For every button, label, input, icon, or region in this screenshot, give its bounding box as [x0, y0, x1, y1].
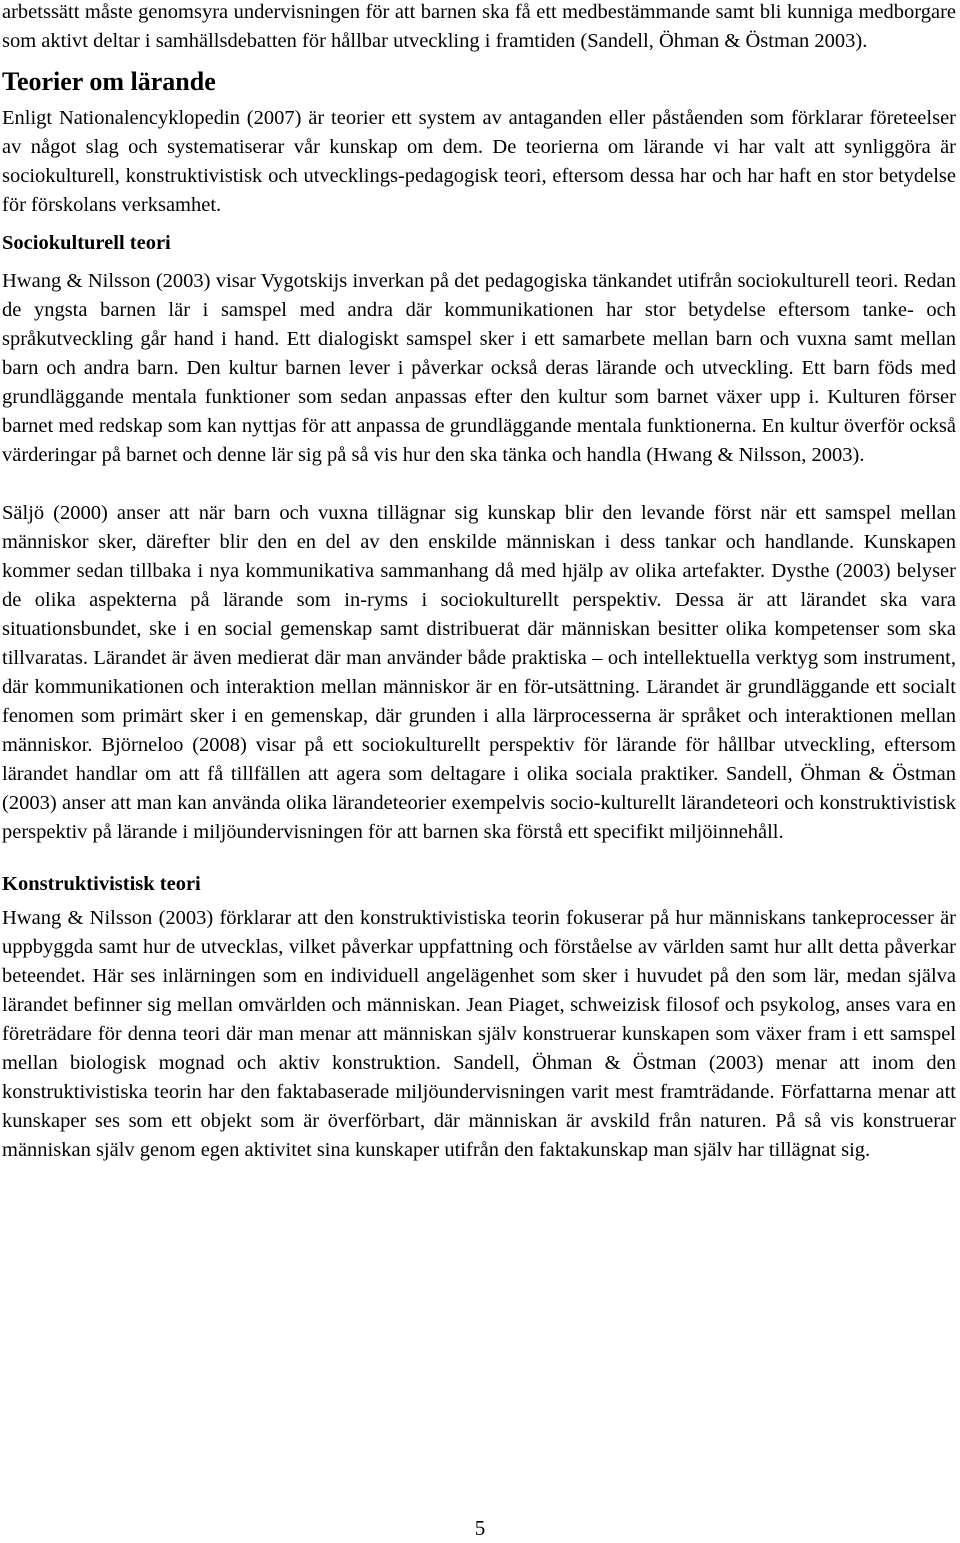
- heading-konstruktivistisk-teori: Konstruktivistisk teori: [2, 873, 201, 895]
- paragraph-sociokulturell-2: Säljö (2000) anser att när barn och vuxna tillägnar sig kunskap blir den levande först när ett samspel mellan människor sker, därefter blir den en del av den enskilde människan i dess tankar och handlande. Kunskapen kommer sedan tillbaka i nya kommunikativa sammanhang då med hjälp av olika artefakter. Dysthe (2003) belyser de olika aspekterna på lärande som in-ryms i sociokulturellt perspektiv. Dessa är att lärandet ska vara situationsbundet, ske i en social gemenskap samt distribuerat där människan besitter olika kompetenser som ska tillvaratas. Lärandet är även medierat där man använder både praktiska – och intellektuella verktyg som instrument, där kommunikationen och interaktion mellan människor är en för-utsättning. Lärandet är grundläggande ett socialt fenomen som primärt sker i en gemenskap, där grunden i alla lärprocesserna är språket och interaktionen mellan människor. Björneloo (2008) visar på ett sociokulturellt perspektiv för lärande för hållbar utveckling, eftersom lärandet handlar om att få tillfällen att agera som deltagare i olika sociala praktiker. Sandell, Öhman & Östman (2003) anser att man kan använda olika lärandeteorier exempelvis socio-kulturellt lärandeteori och konstruktivistisk perspektiv på lärande i miljöundervisningen för att barnen ska förstå ett specifikt miljöinnehåll.: [2, 502, 956, 843]
- page-number: 5: [474, 1516, 486, 1540]
- page-content: [2, 0, 956, 1165]
- intro-paragraph-tail: arbetssätt måste genomsyra undervisningen för att barnen ska få ett medbestämmande samt bli kunniga medborgare som aktivt deltar i samhällsdebatten för hållbar utveckling i framtiden (Sandell, Öhman & Östman 2003).: [2, 1, 956, 52]
- heading-teorier-om-larande: Teorier om lärande: [2, 67, 216, 96]
- paragraph-teorier: Enligt Nationalencyklopedin (2007) är teorier ett system av antaganden eller påståenden som förklarar företeelser av något slag och systematiserar vår kunskap om dem. De teorierna om lärande vi har valt att synliggöra är sociokulturell, konstruktivistisk och utvecklings-pedagogisk teori, eftersom dessa har och har haft en stor betydelse för förskolans verksamhet.: [2, 107, 956, 216]
- paragraph-konstruktivistisk: Hwang & Nilsson (2003) förklarar att den konstruktivistiska teorin fokuserar på hur människans tankeprocesser är uppbyggda samt hur de utvecklas, vilket påverkar uppfattning och förståelse av världen samt hur allt detta påverkar beteendet. Här ses inlärningen som en individuell angelägenhet som sker i huvudet på den som lär, medan själva lärandet befinner sig mellan omvärlden och människan. Jean Piaget, schweizisk filosof och psykolog, anses vara en företrädare för denna teori där man menar att människan själv konstruerar kunskapen som växer fram i ett samspel mellan biologisk mognad och aktiv konstruktion. Sandell, Öhman & Östman (2003) menar att inom den konstruktivistiska teorin har den faktabaserade miljöundervisningen varit mest framträdande. Författarna menar att kunskaper ses som ett objekt som är överförbart, där människan är avskild från naturen. På så vis konstruerar människan själv genom egen aktivitet sina kunskaper utifrån den faktakunskap man själv har tillägnat sig.: [2, 907, 956, 1161]
- heading-sociokulturell-teori: Sociokulturell teori: [2, 232, 171, 254]
- paragraph-sociokulturell-1: Hwang & Nilsson (2003) visar Vygotskijs inverkan på det pedagogiska tänkandet utifrån sociokulturell teori. Redan de yngsta barnen lär i samspel med andra där kommunikationen har stor betydelse eftersom tanke- och språkutveckling går hand i hand. Ett dialogiskt samspel sker i ett samarbete mellan barn och vuxna samt mellan barn och andra barn. Den kultur barnen lever i påverkar också deras lärande och utveckling. Ett barn föds med grundläggande mentala funktioner som sedan anpassas efter den kultur som barnet växer upp i. Kulturen förser barnet med redskap som kan nyttjas för att anpassa de grundläggande mentala funktionerna. En kultur överför också värderingar på barnet och denne lär sig på så vis hur den ska tänka och handla (Hwang & Nilsson, 2003).: [2, 270, 956, 466]
